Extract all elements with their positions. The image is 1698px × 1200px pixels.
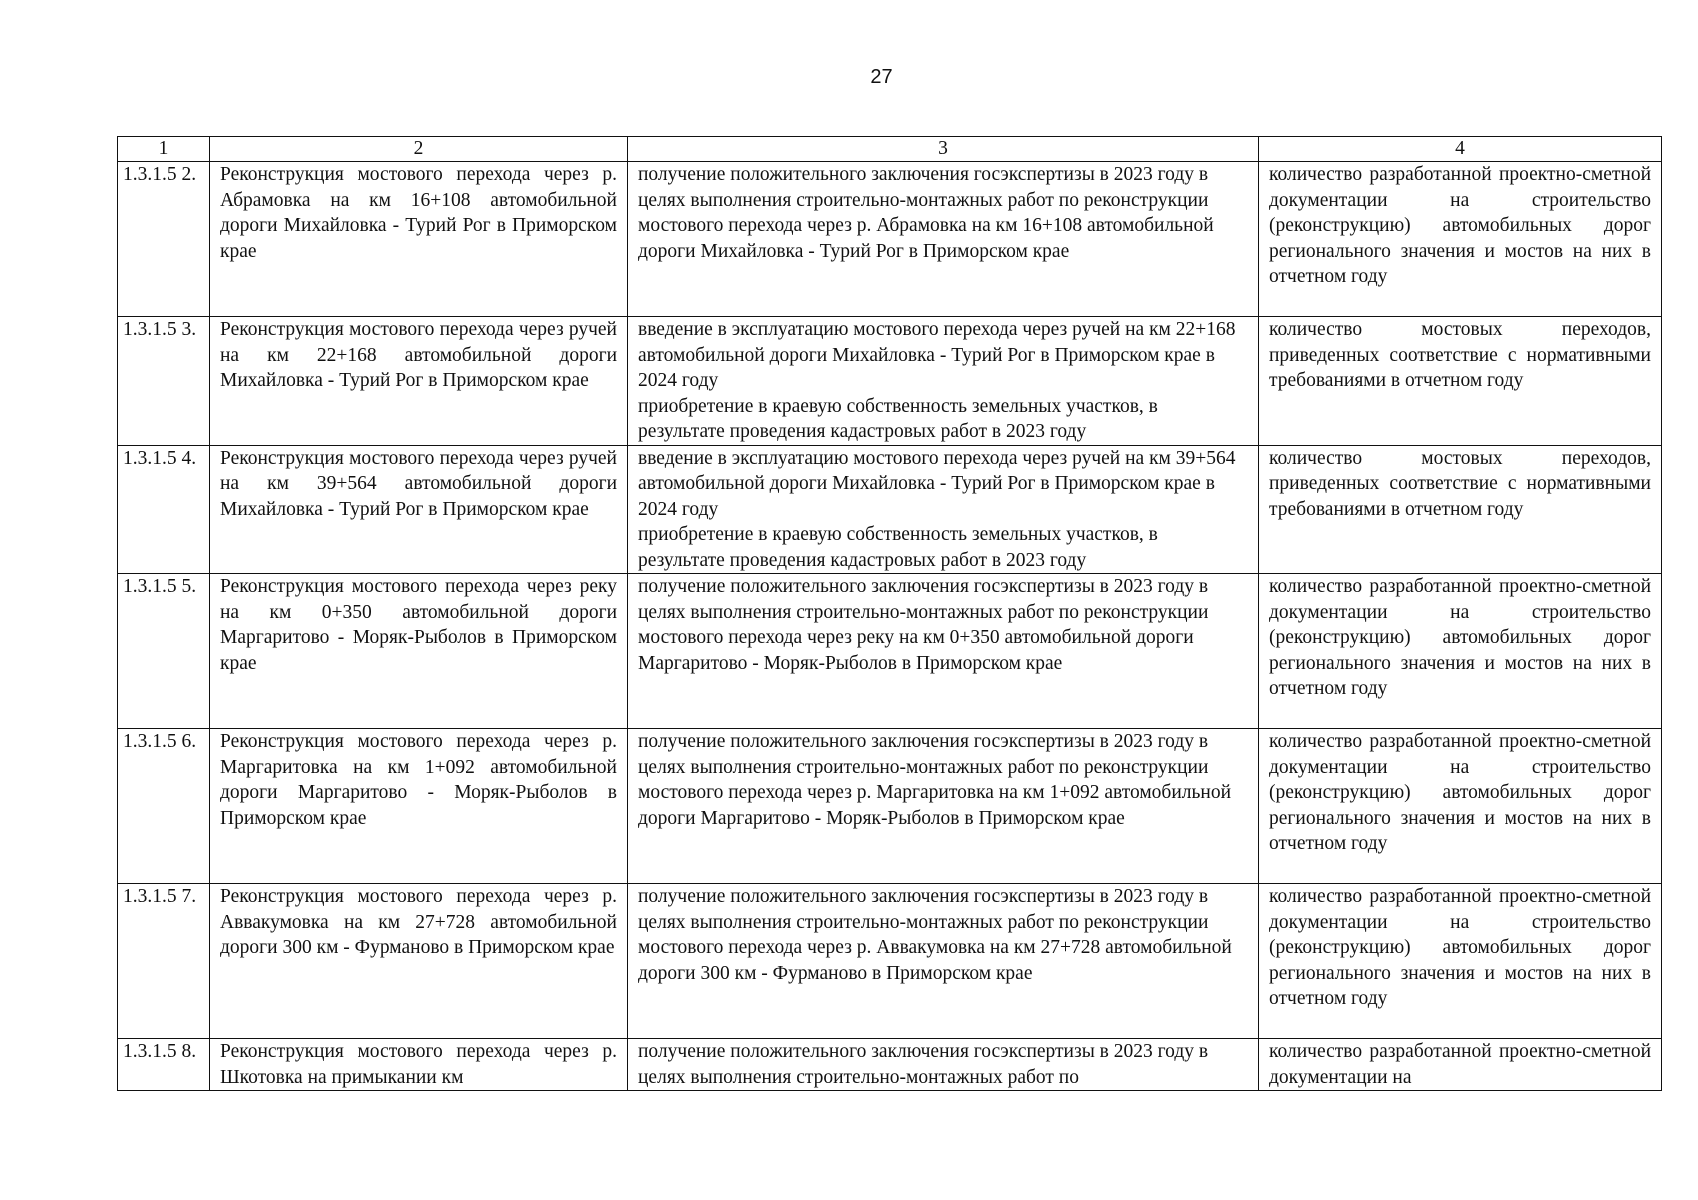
page-number: 27 bbox=[870, 66, 893, 88]
row-number: 1.3.1.5 8. bbox=[118, 1039, 210, 1091]
result-text: введение в эксплуатацию мостового перехода через ручей на км 39+564 автомобильной дороги Михайловка - Турий Рог в Приморском крае в 2024 году bbox=[638, 447, 1236, 520]
object-cell: Реконструкция мостового перехода через ручей на км 39+564 автомобильной дороги Михайловка - Турий Рог в Приморском крае bbox=[210, 445, 628, 574]
table-row bbox=[118, 1039, 1662, 1091]
result-text-secondary: приобретение в краевую собственность земельных участков, в результате проведения кадастровых работ в 2023 году bbox=[638, 395, 1158, 442]
result-cell: получение положительного заключения госэкспертизы в 2023 году в целях выполнения строительно-монтажных работ по реконструкции мостового перехода через р. Абрамовка на км 16+108 автомобильной дороги Михайловка - Турий Рог в Приморском крае bbox=[628, 162, 1259, 317]
row-number: 1.3.1.5 3. bbox=[118, 317, 210, 446]
indicator-cell: количество мостовых переходов, приведенных соответствие с нормативными требованиями в отчетном году bbox=[1259, 317, 1662, 446]
object-cell: Реконструкция мостового перехода через р. Маргаритовка на км 1+092 автомобильной дороги Маргаритово - Моряк-Рыболов в Приморском крае bbox=[210, 729, 628, 884]
table-row bbox=[118, 729, 1662, 884]
row-number: 1.3.1.5 6. bbox=[118, 729, 210, 884]
table-row bbox=[118, 574, 1662, 729]
column-header-number: 1 bbox=[118, 137, 210, 162]
column-header-indicator: 4 bbox=[1259, 137, 1662, 162]
row-number: 1.3.1.5 4. bbox=[118, 445, 210, 574]
indicator-cell: количество разработанной проектно-сметной документации на строительство (реконструкцию) автомобильных дорог регионального значения и мостов на них в отчетном году bbox=[1259, 884, 1662, 1039]
column-header-object: 2 bbox=[210, 137, 628, 162]
result-cell: получение положительного заключения госэкспертизы в 2023 году в целях выполнения строительно-монтажных работ по bbox=[628, 1039, 1259, 1091]
row-number: 1.3.1.5 7. bbox=[118, 884, 210, 1039]
row-number: 1.3.1.5 5. bbox=[118, 574, 210, 729]
object-cell: Реконструкция мостового перехода через р. Абрамовка на км 16+108 автомобильной дороги Михайловка - Турий Рог в Приморском крае bbox=[210, 162, 628, 317]
object-cell: Реконструкция мостового перехода через реку на км 0+350 автомобильной дороги Маргаритово - Моряк-Рыболов в Приморском крае bbox=[210, 574, 628, 729]
result-cell: получение положительного заключения госэкспертизы в 2023 году в целях выполнения строительно-монтажных работ по реконструкции мостового перехода через р. Маргаритовка на км 1+092 автомобильной дороги Маргаритово - Моряк-Рыболов в Приморском крае bbox=[628, 729, 1259, 884]
row-number: 1.3.1.5 2. bbox=[118, 162, 210, 317]
object-cell: Реконструкция мостового перехода через р. Аввакумовка на км 27+728 автомобильной дороги 300 км - Фурманово в Приморском крае bbox=[210, 884, 628, 1039]
result-text: введение в эксплуатацию мостового перехода через ручей на км 22+168 автомобильной дороги Михайловка - Турий Рог в Приморском крае в 2024 году bbox=[638, 319, 1236, 391]
object-cell: Реконструкция мостового перехода через ручей на км 22+168 автомобильной дороги Михайловка - Турий Рог в Приморском крае bbox=[210, 317, 628, 446]
object-cell: Реконструкция мостового перехода через р. Шкотовка на примыкании км bbox=[210, 1039, 628, 1091]
column-header-result: 3 bbox=[628, 137, 1259, 162]
indicator-cell: количество мостовых переходов, приведенных соответствие с нормативными требованиями в отчетном году bbox=[1259, 445, 1662, 574]
indicator-cell: количество разработанной проектно-сметной документации на строительство (реконструкцию) автомобильных дорог регионального значения и мостов на них в отчетном году bbox=[1259, 729, 1662, 884]
measures-table bbox=[117, 136, 1662, 1091]
table-row bbox=[118, 884, 1662, 1039]
result-text-secondary: приобретение в краевую собственность земельных участков, в результате проведения кадастровых работ в 2023 году bbox=[638, 524, 1158, 571]
table-row bbox=[118, 445, 1662, 574]
result-cell bbox=[628, 317, 1259, 446]
indicator-cell: количество разработанной проектно-сметной документации на строительство (реконструкцию) автомобильных дорог регионального значения и мостов на них в отчетном году bbox=[1259, 574, 1662, 729]
table-row bbox=[118, 317, 1662, 446]
result-cell: получение положительного заключения госэкспертизы в 2023 году в целях выполнения строительно-монтажных работ по реконструкции мостового перехода через р. Аввакумовка на км 27+728 автомобильной дороги 300 км - Фурманово в Приморском крае bbox=[628, 884, 1259, 1039]
result-cell bbox=[628, 445, 1259, 574]
result-cell: получение положительного заключения госэкспертизы в 2023 году в целях выполнения строительно-монтажных работ по реконструкции мостового перехода через реку на км 0+350 автомобильной дороги Маргаритово - Моряк-Рыболов в Приморском крае bbox=[628, 574, 1259, 729]
table-header-row bbox=[118, 137, 1662, 162]
indicator-cell: количество разработанной проектно-сметной документации на bbox=[1259, 1039, 1662, 1091]
table-row bbox=[118, 162, 1662, 317]
indicator-cell: количество разработанной проектно-сметной документации на строительство (реконструкцию) автомобильных дорог регионального значения и мостов на них в отчетном году bbox=[1259, 162, 1662, 317]
